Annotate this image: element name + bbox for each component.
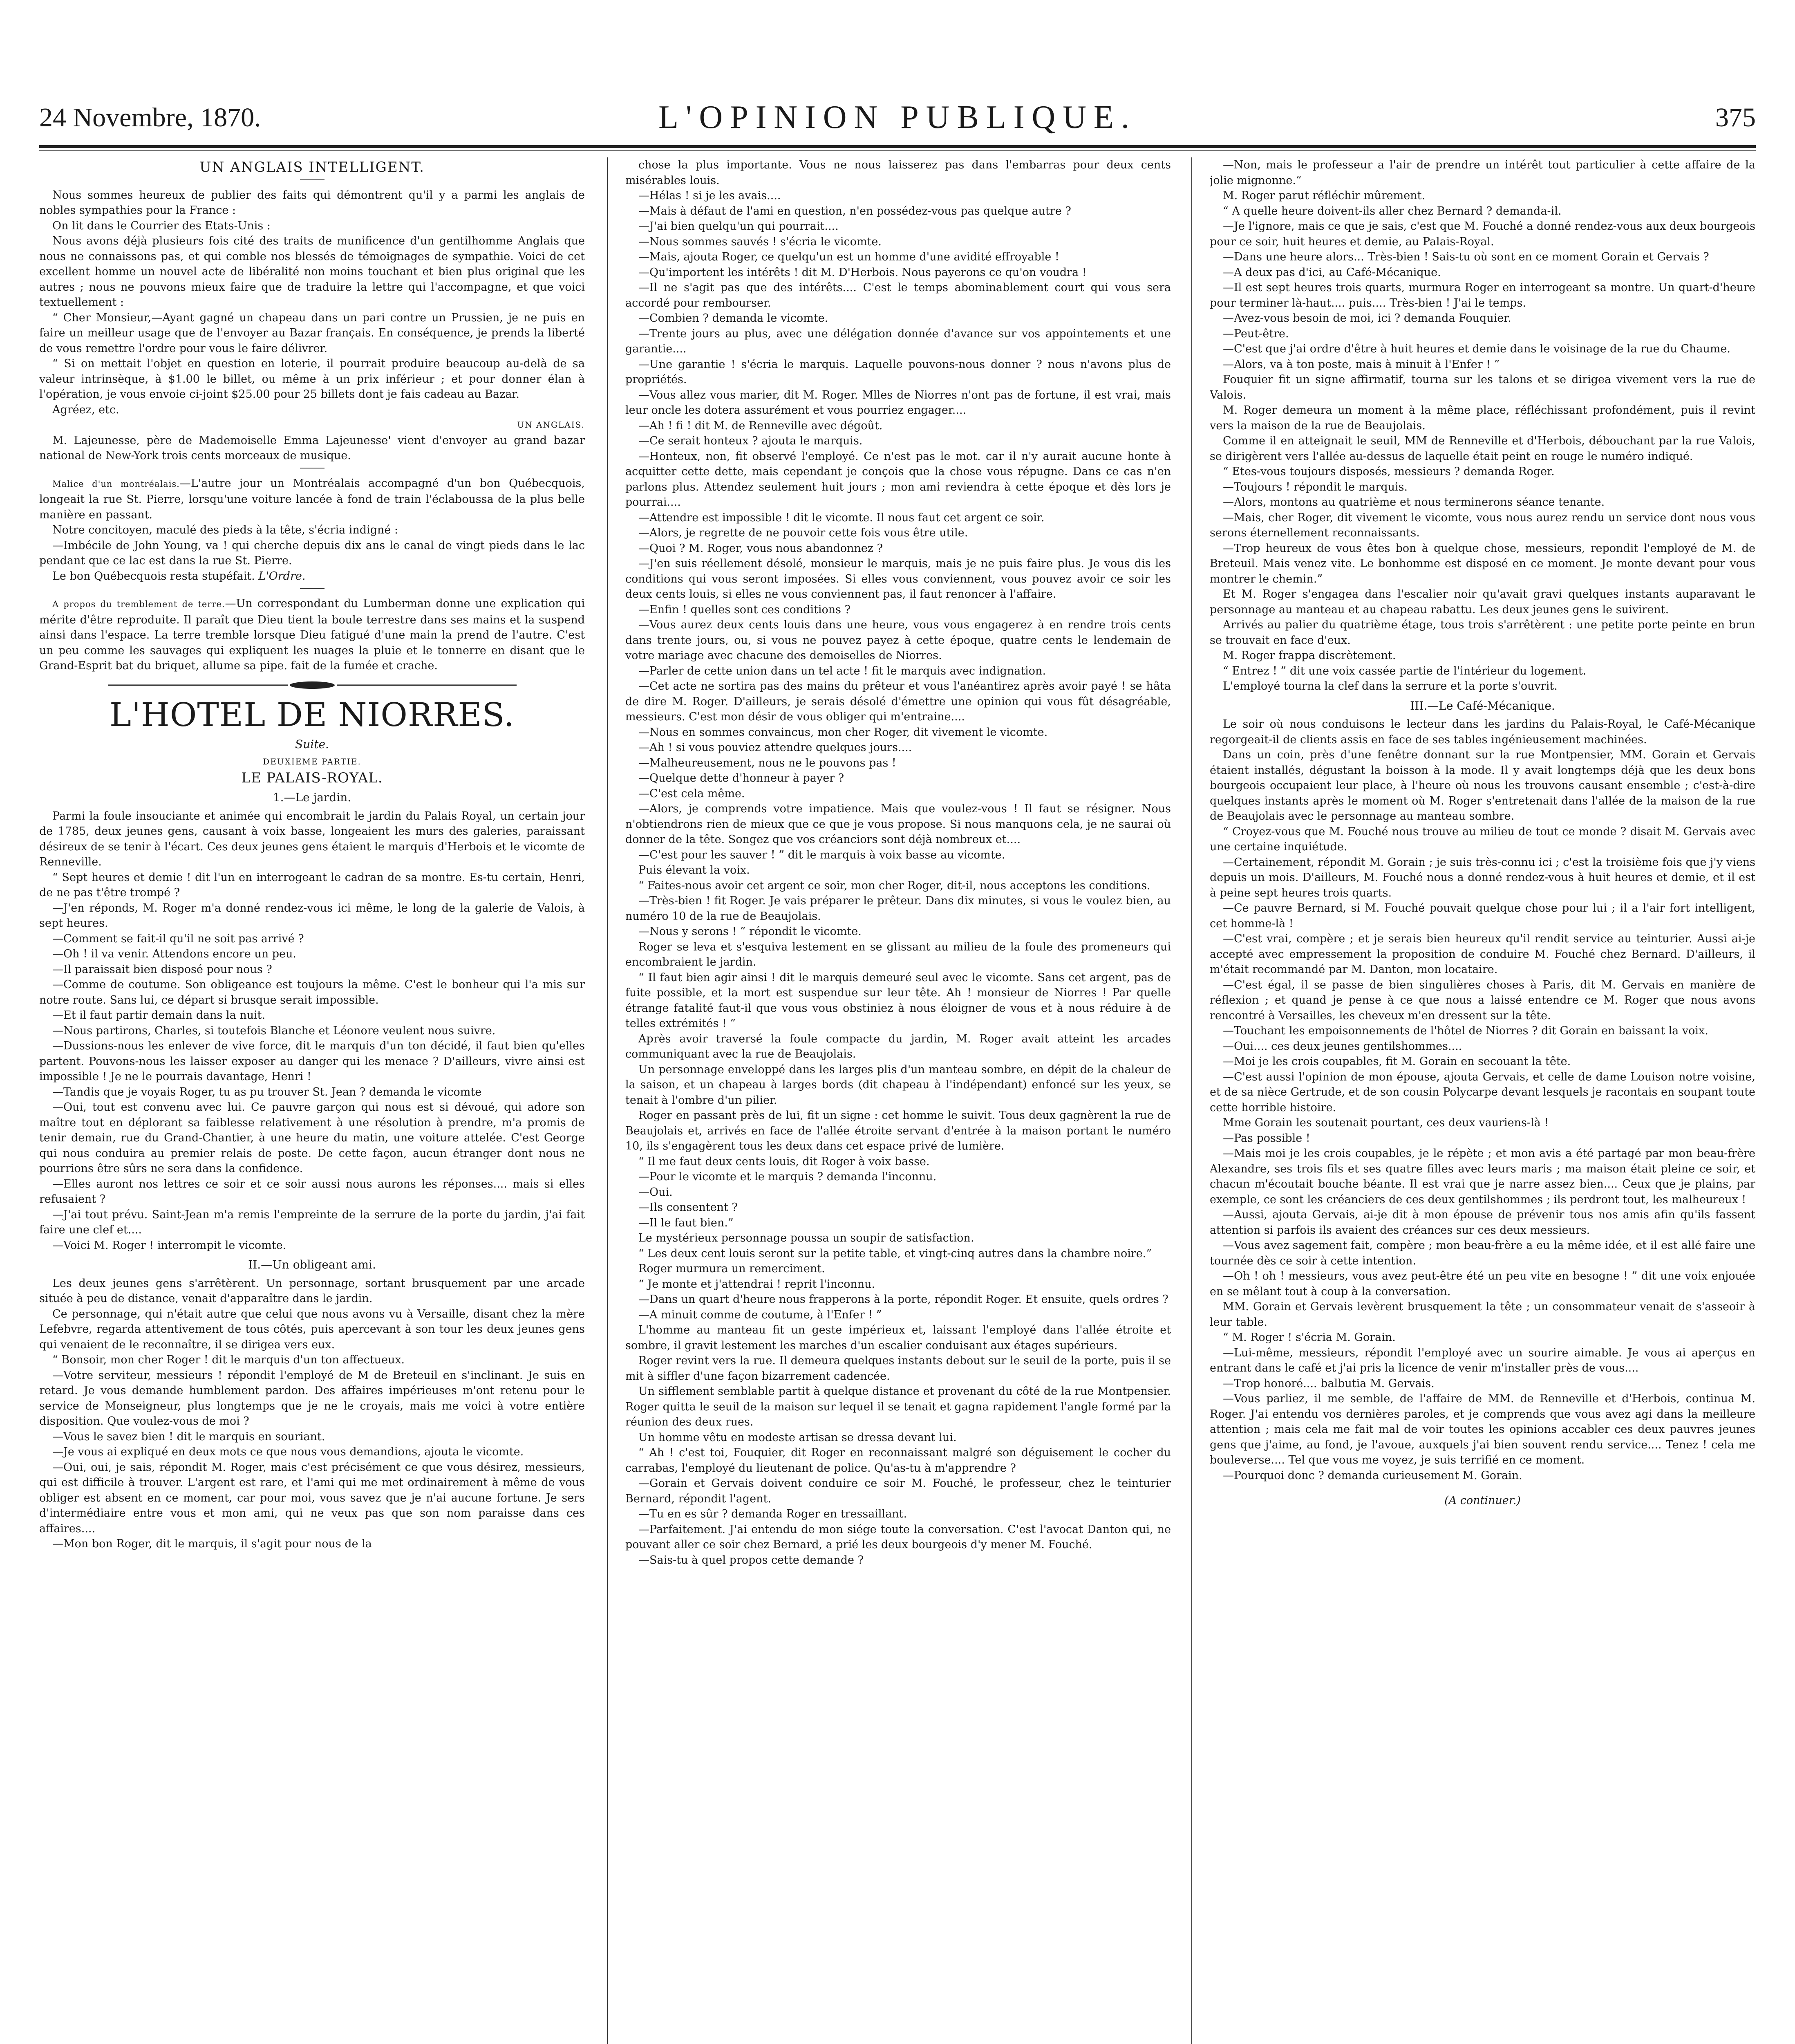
paragraph: Après avoir traversé la foule compacte du jardin, M. Roger avait atteint les arcades communiquant avec la rue de Beaujolais. [625,1032,1171,1060]
paragraph: —C'est que j'ai ordre d'être à huit heures et demie dans le voisinage de la rue du Chaume. [1223,343,1731,355]
masthead-rule [39,145,1756,148]
feuilleton-text [1210,717,1755,1483]
paragraph: —Attendre est impossible ! dit le vicomte. Il nous faut cet argent ce soir. [638,511,1045,524]
item-lead: Malice d'un montréalais. [52,479,180,489]
paragraph: Les deux jeunes gens s'arrêtèrent. Un personnage, sortant brusquement par une arcade située à peu de distance, venait d'apparaître dans le jardin. [39,1277,585,1305]
paragraph: —Dans une heure alors... Très-bien ! Sais-tu où sont en ce moment Gorain et Gervais ? [1223,251,1709,263]
paragraph: —Ah ! fi ! dit M. de Renneville avec dégoût. [638,419,883,432]
paragraph: —Nous en sommes convaincus, mon cher Roger, dit vivement le vicomte. [638,726,1048,739]
paragraph: —C'est vrai, compère ; et je serais bien heureux qu'il rendit service au teinturier. Aussi ai-je accepté avec empressement la proposition de conduire M. Fouché chez Bernard. D'ailleurs, il m'était recommandé par M. Danton, mon locataire. [1210,932,1755,976]
paragraph: —Pas possible ! [1223,1132,1310,1145]
paragraph: “ M. Roger ! s'écria M. Gorain. [1223,1331,1396,1344]
paragraph: M. Roger parut réfléchir mûrement. [1223,189,1426,202]
ornamental-divider-icon [108,680,517,690]
feuilleton-text [39,809,585,1253]
paragraph: —Elles auront nos lettres ce soir et ce soir aussi nous aurons les réponses.... mais si elles refusaient ? [39,1177,585,1206]
paragraph: “ Les deux cent louis seront sur la petite table, et vingt-cinq autres dans la chambre noire.” [638,1247,1152,1260]
paragraph: —Comment se fait-il qu'il ne soit pas arrivé ? [52,932,304,945]
feuilleton-text [625,157,1171,1568]
paragraph [39,569,585,584]
feuilleton-text [39,1276,585,1552]
paragraph: —Toujours ! répondit le marquis. [1223,480,1408,493]
paragraph: —Avez-vous besoin de moi, ici ? demanda Fouquier. [1223,312,1511,325]
paragraph: Parmi la foule insouciante et animée qui encombrait le jardin du Palais Royal, un certain jour de 1785, deux jeunes gens, causant à voix basse, longeaient les murs des galeries, paraissant désireux de se tenir à l'écart. Ces deux jeunes gens étaient le marquis d'Herbois et le vicomte de Renneville. [39,809,585,868]
page-number: 375 [1715,103,1756,132]
paragraph: —Oui, tout est convenu avec lui. Ce pauvre garçon qui nous est si dévoué, qui adore son maître tout en déplorant sa faiblesse relativement à une résolution à prendre, m'a promis de tenir demain, rue du Grand-Chantier, à une heure du matin, une voiture attelée. C'est George qui nous conduira au premier relais de poste. De cette façon, aucun étranger dont nous ne pourrions être sûrs ne sera dans la confidence. [39,1101,585,1175]
paragraph: —C'est cela même. [638,787,745,800]
feuilleton-part: DEUXIEME PARTIE. [263,757,361,766]
paragraph: —Vous allez vous marier, dit M. Roger. Mlles de Niorres n'ont pas de fortune, il est vrai, mais leur oncle les dotera assurément et vous pourriez engager.... [625,388,1171,417]
paragraph: “ Etes-vous toujours disposés, messieurs ? demanda Roger. [1223,465,1555,478]
paragraph: Roger se leva et s'esquiva lestement en se glissant au milieu de la foule des promeneurs qui encombraient le jardin. [625,940,1171,968]
paragraph: —Combien ? demanda le vicomte. [638,312,828,325]
paragraph: —Sais-tu à quel propos cette demande ? [638,1553,864,1567]
paragraph: —Oh ! oh ! messieurs, vous avez peut-être été un peu vite en besogne ! ” dit une voix enjouée en se mêlant tout à coup à la conversation. [1210,1270,1755,1298]
paragraph: Le soir où nous conduisons le lecteur dans les jardins du Palais-Royal, le Café-Mécanique regorgeait-il de clients assis en face de ses tables ingénieusement machinées. [1210,718,1755,746]
paragraph: “ Il faut bien agir ainsi ! dit le marquis demeuré seul avec le vicomte. Sans cet argent, pas de fuite possible, et la mort est suspendue sur leur tête. Ah ! monsieur de Niorres ! Par quelle étrange fatalité faut-il que vous vous obstiniez à nous éloigner de vous et à nous réduire à de telles extrémités ! ” [625,971,1171,1030]
paragraph: —Vous avez sagement fait, compère ; mon beau-frère a eu la même idée, et il est allé faire une tournée dès ce soir à cette intention. [1210,1239,1755,1267]
item-lead: A propos du tremblement de terre. [52,599,225,609]
paragraph: —Alors, va à ton poste, mais à minuit à l'Enfer ! ” [1223,358,1500,371]
paragraph: —Vous parliez, il me semble, de l'affaire de MM. de Renneville et d'Herbois, continua M. Roger. J'ai entendu vos dernières paroles, et je comprends que vous avez agi dans la meilleure attention ; mais cela me fait mal de voir toutes les opinions accabler ces deux pauvres jeunes gens que j'aime, au fond, je l'avoue, auxquels j'ai bien souvent rendu service.... Tenez ! cela me bouleverse.... Tel que vous me voyez, je suis terrifié en ce moment. [1210,1392,1755,1466]
paragraph: —Comme de coutume. Son obligeance est toujours la même. C'est le bonheur qui l'a mis sur notre route. Sans lui, ce départ si brusque serait impossible. [39,978,585,1006]
paragraph: —Oui.... ces deux jeunes gentilshommes.... [1223,1040,1462,1053]
paragraph: —Aussi, ajouta Gervais, ai-je dit à mon épouse de prévenir tous nos amis afin qu'ils fassent attention si parfois ils avaient des créances sur ces deux messieurs. [1210,1208,1755,1237]
paragraph: Dans un coin, près d'une fenêtre donnant sur la rue Montpensier, MM. Gorain et Gervais étaient installés, dégustant la boisson à la mode. Il y avait longtemps déjà que les deux bons bourgeois occupaient leur place, à l'heure où nous les trouvons causant ensemble ; c'est-à-dire quelques instants après le moment où M. Roger s'entretenait dans l'allée de la maison de la rue de Beaujolais avec le personnage au manteau sombre. [1210,749,1755,823]
paragraph: —C'est pour les sauver ! ” dit le marquis à voix basse au vicomte. [638,848,1005,861]
paragraph: —Dussions-nous les enlever de vive force, dit le marquis d'un ton décidé, il faut bien qu'elles partent. Pouvons-nous les laisser exposer au danger qui les menace ? D'ailleurs, vivre ainsi est impossible ! Je ne le pourrais davantage, Henri ! [39,1040,585,1083]
paragraph: —Il paraissait bien disposé pour nous ? [52,963,272,976]
paragraph: —Pourquoi donc ? demanda curieusement M. Gorain. [1223,1469,1522,1482]
paragraph: Notre concitoyen, maculé des pieds à la tête, s'écria indigné : [52,524,398,536]
paragraph: —Honteux, non, fit observé l'employé. Ce n'est pas le mot. car il n'y aurait aucune honte à acquitter cette dette, mais cependant je conçois que la chose vous répugne. Dans ce cas n'en parlons plus. Attendez seulement huit jours ; mon ami reviendra à cette époque et dès lors je pourrai.... [625,450,1171,509]
paragraph: —Il est sept heures trois quarts, murmura Roger en interrogeant sa montre. Un quart-d'heure pour terminer là-haut.... puis.... Très-bien ! J'ai le temps. [1210,281,1755,309]
paragraph: L'homme au manteau fit un geste impérieux et, laissant l'employé dans l'allée étroite et sombre, il gravit lestement les marches d'un escalier conduisant aux étages supérieurs. [625,1324,1171,1352]
paragraph: —Oh ! il va venir. Attendons encore un peu. [52,948,296,960]
paragraph: M. Roger frappa discrètement. [1223,649,1396,662]
paragraph: —Tandis que je voyais Roger, tu as pu trouver St. Jean ? demanda le vicomte [52,1085,482,1098]
paragraph: —Touchant les empoisonnements de l'hôtel de Niorres ? dit Gorain en baissant la voix. [1223,1024,1708,1037]
paragraph: Un sifflement semblable partit à quelque distance et provenant du côté de la rue Montpensier. Roger quitta le seuil de la maison sur lequel il se tenait et gagna rapidement l'angle formé par la réunion des deux rues. [625,1385,1171,1428]
paragraph: M. Roger demeura un moment à la même place, réfléchissant profondément, puis il revint vers la maison de la rue de Beaujolais. [1210,404,1755,432]
paragraph: —J'ai bien quelqu'un qui pourrait.... [638,220,839,233]
article-title: UN ANGLAIS INTELLIGENT. [199,159,425,175]
paragraph: “ Cher Monsieur,—Ayant gagné un chapeau dans un pari contre un Prussien, je ne puis en faire un meilleur usage que de l'envoyer au Bazar français. En conséquence, je prends la liberté de vous remettre l'ordre pour vous le faire délivrer. [39,311,585,355]
paragraph: Mme Gorain les soutenait pourtant, ces deux vauriens-là ! [1223,1116,1549,1129]
paragraph: —Gorain et Gervais doivent conduire ce soir M. Fouché, le professeur, chez le teinturier Bernard, répondit l'agent. [625,1477,1171,1505]
paragraph: —Il ne s'agit pas que des intérêts.... C'est le temps abominablement court qui vous sera accordé pour rembourser. [625,281,1171,309]
column-divider [1191,157,1192,2044]
paragraph: “ Il me faut deux cents louis, dit Roger à voix basse. [638,1155,930,1168]
paragraph: M. Lajeunesse, père de Mademoiselle Emma Lajeunesse' vient d'envoyer au grand bazar national de New-York trois cents morceaux de musique. [39,434,585,462]
to-be-continued: (A continuer.) [1444,1494,1521,1507]
column-1 [39,157,585,2044]
paragraph: “ Sept heures et demie ! dit l'un en interrogeant le cadran de sa montre. Es-tu certain, Henri, de ne pas t'être trompé ? [39,871,585,899]
paragraph: —Trente jours au plus, avec une délégation donnée d'avance sur vos appointements et une garantie.... [625,327,1171,355]
paragraph: Comme il en atteignait le seuil, MM de Renneville et d'Herbois, débouchant par la rue Valois, se dirigèrent vers l'allée au-dessus de laquelle était peint en rouge le numéro indiqué. [1210,435,1755,463]
paragraph: —Je vous ai expliqué en deux mots ce que nous vous demandions, ajouta le vicomte. [52,1446,524,1458]
paragraph: —Tu en es sûr ? demanda Roger en tressaillant. [638,1508,907,1520]
section-heading: II.—Un obligeant ami. [248,1258,376,1271]
signature: UN ANGLAIS. [517,420,585,430]
paragraph: —Nous y serons ! ” répondit le vicomte. [638,925,862,938]
paragraph: —Quoi ? M. Roger, vous nous abandonnez ? [638,542,883,555]
column-divider [607,157,608,2044]
paragraph: —Je l'ignore, mais ce que je sais, c'est que M. Fouché a donné rendez-vous aux deux bourgeois pour ce soir, huit heures et demie, au Palais-Royal. [1210,220,1755,248]
paragraph: —Parler de cette union dans un tel acte ! fit le marquis avec indignation. [638,664,1046,677]
issue-date: 24 Novembre, 1870. [39,103,261,132]
feuilleton-suite: Suite. [295,737,329,751]
paragraph: L'employé tourna la clef dans la serrure et la porte s'ouvrit. [1223,680,1558,693]
paragraph: “ Si on mettait l'objet en question en loterie, il pourrait produire beaucoup au-delà de sa valeur intrinsèque, à $1.00 le billet, ou même à un prix inférieur ; et pour donner élan à l'opération, je vous envoie ci-joint $25.00 pour 25 billets dont je fais cadeau au Bazar. [39,357,585,401]
paragraph: —Très-bien ! fit Roger. Je vais préparer le prêteur. Dans dix minutes, si vous le voulez bien, au numéro 10 de la rue de Beaujolais. [625,894,1171,923]
paragraph: Un personnage enveloppé dans les larges plis d'un manteau sombre, en dépit de la chaleur de la saison, et un chapeau à larges bords (dit chapeau à l'indépendant) enfoncé sur les yeux, se tenait à l'ombre d'un pilier. [625,1063,1171,1107]
paragraph: —Non, mais le professeur a l'air de prendre un intérêt tout particulier à cette affaire de la jolie mignonne.” [1210,159,1755,187]
paragraph: Un homme vêtu en modeste artisan se dressa devant lui. [638,1431,957,1444]
paragraph: Agréez, etc. [52,403,119,416]
paragraph: Le mystérieux personnage poussa un soupir de satisfaction. [638,1232,974,1244]
paragraph: —Imbécile de John Young, va ! qui cherche depuis dix ans le canal de vingt pieds dans le lac pendant que ce lac est dans la rue St. Pierre. [39,539,585,567]
paragraph: —Mais, ajouta Roger, ce quelqu'un est un homme d'une avidité effroyable ! [638,251,1059,263]
paragraph: Fouquier fit un signe affirmatif, tourna sur les talons et se dirigea vivement vers la rue de Valois. [1210,373,1755,401]
paragraph: —Trop honoré.... balbutia M. Gervais. [1223,1377,1435,1390]
masthead-rule-thin [39,150,1756,151]
paragraph: —Qu'importent les intérêts ! dit M. D'Herbois. Nous payerons ce qu'on voudra ! [638,266,1087,279]
paragraph: —Hélas ! si je les avais.... [638,189,781,202]
paragraph: Roger en passant près de lui, fit un signe : cet homme le suivit. Tous deux gagnèrent la rue de Beaujolais et, arrivés en face de l'allée étroite servant d'entrée à la maison portant le numéro 10, ils s'engagèrent tous les deux dans cet espace privé de lumière. [625,1109,1171,1152]
paragraph: —Ce serait honteux ? ajouta le marquis. [638,435,863,447]
paragraph: Nous avons déjà plusieurs fois cité des traits de munificence d'un gentilhomme Anglais que nous ne connaissons pas, et qui comble nos blessés de témoignages de sympathie. Voici de cet excellent homme un nouvel acte de libéralité non moins touchant et bien plus original que les autres ; nous ne pouvons mieux faire que de traduire la lettre qui l'accompagne, et que voici textuellement : [39,235,585,309]
paragraph: —J'en réponds, M. Roger m'a donné rendez-vous ici même, le long de la galerie de Valois, à sept heures. [39,901,585,930]
column-3 [1210,157,1755,2044]
paragraph: —Ce pauvre Bernard, si M. Fouché pouvait quelque chose pour lui ; il a l'air fort intelligent, cet homme-là ! [1210,902,1755,930]
paragraph: Arrivés au palier du quatrième étage, tous trois s'arrêtèrent : une petite porte peinte en brun se trouvait en face d'eux. [1210,619,1755,647]
paragraph: —Vous le savez bien ! dit le marquis en souriant. [52,1430,325,1443]
section-heading: 1.—Le jardin. [273,791,351,804]
paragraph: Puis élevant la voix. [638,864,750,876]
paragraph: —A minuit comme de coutume, à l'Enfer ! ” [638,1308,882,1321]
paragraph: —Dans un quart d'heure nous frapperons à la porte, répondit Roger. Et ensuite, quels ordres ? [638,1293,1168,1306]
divider-rule [300,588,325,589]
paragraph: —C'est aussi l'opinion de mon épouse, ajouta Gervais, et celle de dame Louison notre voisine, et de sa nièce Gertrude, et de son cousin Polycarpe devant lesquels je racontais en soupant toute cette horrible histoire. [1210,1070,1755,1114]
paragraph: “ Croyez-vous que M. Fouché nous trouve au milieu de tout ce monde ? disait M. Gervais avec une certaine inquiétude. [1210,825,1755,853]
feuilleton-text [1210,157,1755,694]
paragraph: Et M. Roger s'engagea dans l'escalier noir qu'avait gravi quelques instants auparavant le personnage au manteau et au chapeau rabattu. Les deux jeunes gens le suivirent. [1210,588,1755,616]
paragraph: “ A quelle heure doivent-ils aller chez Bernard ? demanda-il. [1223,204,1562,217]
paragraph: —Oui. [638,1186,673,1199]
paragraph: —C'est égal, il se passe de bien singulières choses à Paris, dit M. Gervais en manière de réflexion ; et quand je pense à ce que nous a laissé entendre ce M. Roger que nous avons rencontré à Versailles, les cheveux m'en dressent sur la tête. [1210,978,1755,1022]
paragraph: —Ils consentent ? [638,1201,738,1214]
paragraph [39,476,585,523]
paragraph: “ Entrez ! ” dit une voix cassée partie de l'intérieur du logement. [1223,664,1587,677]
paragraph: —Alors, je regrette de ne pouvoir cette fois vous être utile. [638,527,968,539]
paragraph: —Nous sommes sauvés ! s'écria le vicomte. [638,235,882,248]
paragraph: On lit dans le Courrier des Etats-Unis : [52,219,271,232]
paragraph: —J'ai tout prévu. Saint-Jean m'a remis l'empreinte de la serrure de la porte du jardin, j'ai fait faire une clef et.... [39,1208,585,1236]
newspaper-title: L'OPINION PUBLIQUE. [658,99,1137,135]
paragraph: —Mais à défaut de l'ami en question, n'en possédez-vous pas quelque autre ? [638,204,1071,217]
paragraph: —A deux pas d'ici, au Café-Mécanique. [1223,266,1441,279]
paragraph: —Vous aurez deux cents louis dans une heure, vous vous engagerez à en rendre trois cents dans trente jours, ou, si vous ne pouvez payez à cette époque, quatre cents le lendemain de votre mariage avec chacune des demoiselles de Niorres. [625,619,1171,662]
item-text: —L'autre jour un Montréalais accompagné d'un bon Québecquois, longeait la rue St. Pierre, lorsqu'une voiture lancée à fond de train l'éclaboussa de la plus belle manière en passant. [39,477,585,521]
paragraph: “ Faites-nous avoir cet argent ce soir, mon cher Roger, dit-il, nous acceptons les conditions. [638,879,1150,892]
paragraph: —Certainement, répondit M. Gorain ; je suis très-connu ici ; c'est la troisième fois que j'y viens depuis un mois. D'ailleurs, M. Fouché nous a donné rendez-vous à huit heures et demie, et il est à peine sept heures trois quarts. [1210,856,1755,899]
paragraph: —Voici M. Roger ! interrompit le vicomte. [52,1239,286,1252]
paragraph: “ Bonsoir, mon cher Roger ! dit le marquis d'un ton affectueux. [52,1354,405,1366]
paragraph: —Enfin ! quelles sont ces conditions ? [638,603,851,616]
paragraph: —Cet acte ne sortira pas des mains du prêteur et vous l'anéantirez après avoir payé ! se hâta de dire M. Roger. D'ailleurs, je serais désolé d'émettre une opinion qui vous fût désagréable, messieurs. C'est mon désir de vous obliger qui m'entraine.... [625,680,1171,723]
paragraph: —Malheureusement, nous ne le pouvons pas ! [638,756,896,769]
paragraph: —Parfaitement. J'ai entendu de mon siége toute la conversation. C'est l'avocat Danton qui, ne pouvant aller ce soir chez Bernard, a prié les deux bourgeois d'y mener M. Fouché. [625,1523,1171,1551]
paragraph: —Peut-être. [1223,327,1289,340]
paragraph: —Votre serviteur, messieurs ! répondit l'employé de M de Breteuil en s'inclinant. Je suis en retard. Je vous demande humblement pardon. Des affaires impérieuses m'ont retenu pour le service de Monseigneur, plus longtemps que je ne le croyais, mais me voici à votre entière disposition. Que voulez-vous de moi ? [39,1369,585,1428]
paragraph: —Il le faut bien.” [638,1216,734,1229]
paragraph: —Alors, montons au quatrième et nous terminerons séance tenante. [1223,496,1605,509]
paragraph: —Ah ! si vous pouviez attendre quelques jours.... [638,741,912,754]
paragraph: “ Je monte et j'attendrai ! reprit l'inconnu. [638,1278,875,1291]
paragraph: —Alors, je comprends votre impatience. Mais que voulez-vous ! Il faut se résigner. Nous n'obtiendrons rien de mieux que ce que je vous propose. Si nous manquons cela, je ne saurai où donner de la tête. Songez que vos créanciors sont déjà nombreux et.... [625,802,1171,846]
paragraph [39,596,585,674]
paragraph: —Oui, oui, je sais, répondit M. Roger, mais c'est précisément ce que vous désirez, messieurs, qui est difficile à trouver. L'argent est rare, et l'ami qui me met ordinairement à même de vous obliger est absent en ce moment, car pour moi, vous savez que je n'ai aucune fortune. Je sers d'intermédiaire entre vous et mon ami, qui ne veux pas que son nom paraisse dans ces affaires.... [39,1461,585,1535]
paragraph: Ce personnage, qui n'était autre que celui que nous avons vu à Versaille, disant chez la mère Lefebvre, regarda attentivement de tous côtés, puis apercevant à son tour les deux jeunes gens qui venaient de le reconnaître, il se dirigea vers eux. [39,1307,585,1351]
source-credit: L'Ordre. [258,569,306,583]
paragraph: —Quelque dette d'honneur à payer ? [638,772,844,784]
paragraph: Roger murmura un remerciment. [638,1262,825,1275]
paragraph: —J'en suis réellement désolé, monsieur le marquis, mais je ne puis faire plus. Je vous dis les conditions qui vous seront imposées. Si elles vous conviennent, vous pouvez avoir ce soir les deux cents louis, si elles ne vous conviennent pas, il faut renoncer à l'affaire. [625,557,1171,601]
paragraph: —Nous partirons, Charles, si toutefois Blanche et Léonore veulent nous suivre. [52,1024,496,1037]
paragraph: —Pour le vicomte et le marquis ? demanda l'inconnu. [638,1170,937,1183]
paragraph: —Et il faut partir demain dans la nuit. [52,1009,266,1022]
paragraph: Nous sommes heureux de publier des faits qui démontrent qu'il y a parmi les anglais de nobles sympathies pour la France : [39,188,585,217]
paragraph: —Mais moi je les crois coupables, je le répète ; et mon avis a été partagé par mon beau-frère Alexandre, ses trois fils et ses quatre filles avec leurs maris ; ma maison était pleine ce soir, et chacun m'écoutait bouche béante. Il est vrai que je narre assez bien.... Ceux que je plains, par exemple, ce sont les créanciers de ces deux gentilshommes ; ils perdront tout, les malheureux ! [1210,1147,1755,1206]
paragraph: MM. Gorain et Gervais levèrent brusquement la tête ; un consommateur venait de s'asseoir à leur table. [1210,1300,1755,1329]
title-rule [300,179,325,180]
paragraph: —Trop heureux de vous êtes bon à quelque chose, messieurs, repondit l'employé de M. de Breteuil. Mais venez vite. Le bonhomme est disposé en ce moment. Je monte devant pour vous montrer le chemin.” [1210,542,1755,585]
feuilleton-chapter: LE PALAIS-ROYAL. [241,769,383,786]
paragraph: “ Ah ! c'est toi, Fouquier, dit Roger en reconnaissant malgré son déguisement le cocher du carrabas, l'employé du lieutenant de police. Qu'as-tu à m'apprendre ? [625,1446,1171,1475]
paragraph: —Lui-même, messieurs, répondit l'employé avec un sourire aimable. Je vous ai aperçus en entrant dans le café et j'ai pris la licence de venir m'installer près de vous.... [1210,1346,1755,1374]
section-heading: III.—Le Café-Mécanique. [1410,699,1555,713]
item-text: Le bon Québecquois resta stupéfait. [52,569,255,583]
paragraph: —Mais, cher Roger, dit vivement le vicomte, vous nous aurez rendu un service dont nous vous serons éternellement reconnaissants. [1210,511,1755,539]
paragraph: chose la plus importante. Vous ne nous laisserez pas dans l'embarras pour deux cents misérables louis. [625,159,1171,187]
paragraph: Roger revint vers la rue. Il demeura quelques instants debout sur le seuil de la porte, puis il se mit à siffler d'une façon bizarrement cadencée. [625,1354,1171,1383]
paragraph: —Moi je les crois coupables, fit M. Gorain en secouant la tête. [1223,1055,1571,1068]
column-2 [625,157,1171,2044]
feuilleton-title: L'HOTEL DE NIORRES. [109,695,515,734]
paragraph: —Une garantie ! s'écria le marquis. Laquelle pouvons-nous donner ? nous n'avons plus de propriétés. [625,358,1171,386]
paragraph: —Mon bon Roger, dit le marquis, il s'agit pour nous de la [52,1537,372,1550]
item-text: —Un correspondant du Lumberman donne une explication qui mérite d'être reproduite. Il paraît que Dieu tient la boule terrestre dans ses mains et la suspend ainsi dans l'espace. La terre tremble lorsque Dieu fatigué d'une main la prend de l'autre. C'est un peu comme les sauvages qui expliquent les nuages la pluie et le tonnerre en disant que le Grand-Esprit bat du briquet, allume sa pipe. fait de la fumée et crache. [39,597,585,672]
